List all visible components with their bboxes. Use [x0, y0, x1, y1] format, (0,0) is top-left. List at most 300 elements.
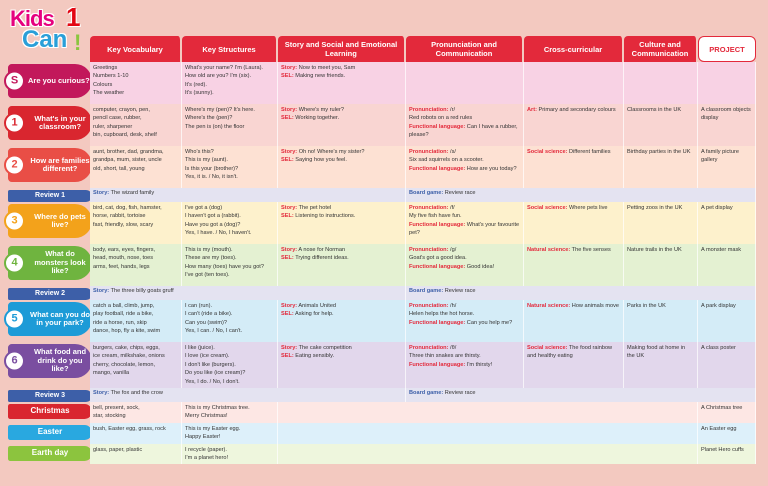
- cross-curricular-cell-text: Primary and secondary colours: [536, 107, 616, 113]
- header-culture: Culture and Communication: [624, 36, 698, 62]
- structures-cell-line: I've got (ten toes).: [185, 272, 230, 279]
- unit-title-u4: [8, 246, 90, 280]
- pronunciation-cell-entry: [409, 310, 520, 318]
- pronunciation-cell-text: /f/: [448, 205, 455, 211]
- review-story-cell: [90, 188, 406, 202]
- pronunciation-cell-entry: [409, 352, 520, 360]
- story-cell-entry: [281, 204, 402, 212]
- review-label: Review 1: [8, 190, 90, 202]
- structures-cell-line: I can (run).: [185, 303, 213, 309]
- structures-cell-line: I can't (ride a bike).: [185, 311, 233, 318]
- cross-curricular-cell-heading: Art:: [527, 107, 537, 113]
- structures-cell: [182, 402, 278, 423]
- unit-question: Are you curious?: [28, 75, 90, 85]
- pronunciation-cell: [406, 104, 524, 146]
- project-cell-line: A class poster: [701, 345, 736, 351]
- vocab-cell-line: play football, ride a bike,: [93, 311, 154, 318]
- pronunciation-cell-entry: [409, 156, 520, 164]
- story-cell-entry: [281, 310, 402, 318]
- cross-curricular-cell-heading: Social science:: [527, 205, 568, 211]
- project-cell-line: A pet display: [701, 205, 733, 211]
- structures-cell-line: I don't like (burgers).: [185, 361, 236, 368]
- culture-cell: [624, 146, 698, 188]
- story-cell: [278, 104, 406, 146]
- season-label: Christmas: [8, 404, 90, 419]
- unit-label-cell: [4, 62, 90, 104]
- header-pronunciation: Pronunciation and Communication: [406, 36, 524, 62]
- vocab-cell: [90, 444, 182, 465]
- unit-label-cell: [4, 342, 90, 388]
- season-label-cell: [4, 402, 90, 423]
- pronunciation-cell-heading: Functional language:: [409, 319, 466, 326]
- project-cell: [698, 62, 756, 104]
- culture-cell: [624, 342, 698, 388]
- review-label-cell: [4, 286, 90, 300]
- story-cell-text: Where's my ruler?: [297, 107, 344, 113]
- vocab-cell-line: body, ears, eyes, fingers,: [93, 247, 156, 253]
- project-cell: [698, 300, 756, 342]
- culture-cell-line: Birthday parties in the UK: [627, 149, 691, 155]
- pronunciation-cell-text: Six sad squirrels on a scooter.: [409, 157, 484, 164]
- story-cell-heading: SEL:: [281, 311, 294, 318]
- story-cell-heading: Story:: [281, 247, 298, 253]
- review-boardgame-heading: Board game:: [409, 288, 444, 294]
- story-cell: [278, 300, 406, 342]
- story-cell-text: Eating sensibly.: [293, 353, 335, 360]
- structures-cell-line: I haven't got a (rabbit).: [185, 213, 241, 220]
- review-label-cell: [4, 388, 90, 402]
- pronunciation-cell-entry: [409, 148, 520, 156]
- pronunciation-cell-heading: Pronunciation:: [409, 345, 449, 351]
- cross-curricular-cell-text: The food rainbow and healthy eating: [527, 345, 613, 360]
- cross-curricular-cell-text: Where pets live: [567, 205, 608, 211]
- structures-cell-line: Who's this?: [185, 149, 214, 155]
- pronunciation-cell-heading: Pronunciation:: [409, 149, 449, 155]
- project-cell: [698, 244, 756, 286]
- structures-cell-line: It's (sunny).: [185, 90, 214, 97]
- header-cross-curricular: Cross-curricular: [524, 36, 624, 62]
- story-cell: [278, 244, 406, 286]
- pronunciation-cell-text: Red robots on a red rules: [409, 115, 473, 122]
- season-label: Easter: [8, 425, 90, 440]
- unit-title-u2: [8, 148, 90, 182]
- story-cell-entry: [281, 148, 402, 156]
- vocab-cell-line: ride a horse, run, skip: [93, 319, 147, 326]
- story-cell: [278, 342, 406, 388]
- review-story-heading: Story:: [93, 288, 110, 294]
- structures-cell-line: This is my (aunt).: [185, 157, 228, 164]
- pronunciation-cell-text: Three thin snakes are thirsty.: [409, 353, 481, 360]
- vocab-cell-line: Numbers 1-10: [93, 73, 129, 80]
- cross-curricular-cell: [524, 244, 624, 286]
- unit-row-starter: [4, 62, 756, 104]
- story-cell-entry: [281, 64, 402, 72]
- culture-cell-line: Petting zoos in the UK: [627, 205, 683, 211]
- unit-label-cell: [4, 244, 90, 286]
- vocab-cell-line: grandpa, mum, sister, uncle: [93, 157, 162, 164]
- vocab-cell-line: catch a ball, climb, jump,: [93, 303, 155, 309]
- structures-cell-line: Is this your (brother)?: [185, 165, 239, 172]
- pronunciation-cell-text: My five fish have fun.: [409, 213, 462, 220]
- cross-curricular-cell-text: Different families: [567, 149, 611, 155]
- structures-cell: [182, 444, 278, 465]
- pronunciation-cell-entry: [409, 204, 520, 212]
- culture-cell: [624, 104, 698, 146]
- pronunciation-cell-heading: Functional language:: [409, 165, 466, 172]
- structures-cell-line: This is my Easter egg.: [185, 425, 241, 432]
- story-cell-heading: Story:: [281, 303, 298, 309]
- unit-label-cell: [4, 300, 90, 342]
- project-cell-line: Planet Hero cuffs: [701, 446, 744, 453]
- header-story-sel: Story and Social and Emotional Learning: [278, 36, 406, 62]
- story-cell-heading: Story:: [281, 149, 298, 155]
- review-story-heading: Story:: [93, 390, 110, 397]
- structures-cell-line: I'm a planet hero!: [185, 455, 229, 462]
- story-cell-entry: [281, 344, 402, 352]
- cross-curricular-cell-text: The five senses: [570, 247, 611, 253]
- pronunciation-cell-text: /g/: [448, 247, 457, 253]
- unit-question: What's in your classroom?: [34, 113, 86, 131]
- review-boardgame-heading: Board game:: [409, 390, 444, 397]
- pronunciation-cell-text: How are you today?: [465, 165, 517, 172]
- pronunciation-cell-text: /r/: [448, 107, 455, 113]
- vocab-cell-line: aunt, brother, dad, grandma,: [93, 149, 164, 155]
- vocab-cell-line: The weather: [93, 90, 125, 97]
- pronunciation-cell-entry: [409, 254, 520, 262]
- review-label: Review 3: [8, 390, 90, 402]
- vocab-cell-line: bin, cupboard, desk, shelf: [93, 132, 157, 139]
- story-cell-entry: [281, 106, 402, 114]
- story-cell: [278, 62, 406, 104]
- cross-curricular-cell: [524, 342, 624, 388]
- project-cell-line: A family picture gallery: [701, 149, 739, 164]
- story-cell-heading: SEL:: [281, 213, 294, 220]
- structures-cell-line: Do you like (ice cream)?: [185, 370, 246, 377]
- review-label: Review 2: [8, 288, 90, 300]
- pronunciation-cell: [406, 202, 524, 244]
- cross-curricular-cell-entry: [527, 148, 620, 156]
- pronunciation-cell-heading: Pronunciation:: [409, 247, 449, 253]
- review-story-text: The three billy goats gruff: [110, 288, 174, 294]
- pronunciation-cell-entry: [409, 263, 520, 271]
- story-cell-text: Now to meet you, Sam: [297, 65, 356, 71]
- vocab-cell-line: mango, vanilla: [93, 370, 130, 377]
- unit-label-cell: [4, 146, 90, 188]
- cross-curricular-cell-heading: Social science:: [527, 345, 568, 351]
- structures-cell-line: How old are you? I'm (six).: [185, 73, 252, 80]
- vocab-cell-line: cherry, chocolate, lemon,: [93, 361, 156, 368]
- pronunciation-cell-text: What's your favourite pet?: [409, 221, 520, 237]
- pronunciation-cell-text: Can I have a rubber, please?: [409, 123, 518, 139]
- structures-cell-line: I recycle (paper).: [185, 446, 227, 453]
- review-story-heading: Story:: [93, 190, 110, 196]
- project-cell: [698, 146, 756, 188]
- vocab-cell: [90, 423, 182, 444]
- project-cell: [698, 342, 756, 388]
- pronunciation-cell: [406, 300, 524, 342]
- pronunciation-cell-entry: [409, 344, 520, 352]
- structures-cell-line: It's (red).: [185, 81, 207, 88]
- structures-cell-line: How many (toes) have you got?: [185, 263, 264, 270]
- review-row: [4, 286, 756, 300]
- structures-cell: [182, 244, 278, 286]
- unit-number-badge: 4: [4, 253, 25, 274]
- unit-row-u4: [4, 244, 756, 286]
- syllabus-table: [4, 36, 756, 464]
- story-cell-entry: [281, 302, 402, 310]
- vocab-cell-line: Greetings: [93, 65, 118, 71]
- cross-curricular-cell-entry: [527, 106, 620, 114]
- season-empty-cell: [278, 423, 698, 444]
- season-row-easter: [4, 423, 756, 444]
- structures-cell-line: I've got a (dog): [185, 205, 223, 211]
- culture-cell: [624, 202, 698, 244]
- story-cell-heading: Story:: [281, 345, 298, 351]
- review-boardgame-text: Review race: [444, 288, 476, 294]
- project-cell: [698, 402, 756, 423]
- structures-cell-line: Yes, I do. / No, I don't.: [185, 378, 240, 385]
- structures-cell-line: Yes, I have. / No, I haven't.: [185, 230, 252, 237]
- vocab-cell-line: ruler, sharpener: [93, 123, 133, 130]
- unit-row-u3: [4, 202, 756, 244]
- story-cell: [278, 202, 406, 244]
- pronunciation-cell-entry: [409, 123, 520, 140]
- structures-cell-line: Merry Christmas!: [185, 413, 228, 420]
- cross-curricular-cell-text: How animals move: [570, 303, 620, 309]
- project-cell-line: A classroom objects display: [701, 107, 751, 122]
- vocab-cell: [90, 244, 182, 286]
- pronunciation-cell-heading: Pronunciation:: [409, 205, 449, 211]
- story-cell-heading: Story:: [281, 65, 298, 71]
- pronunciation-cell: [406, 146, 524, 188]
- story-cell-text: Listening to instructions.: [293, 213, 356, 220]
- pronunciation-cell-heading: Functional language:: [409, 221, 466, 228]
- cross-curricular-cell: [524, 146, 624, 188]
- cross-curricular-cell-heading: Natural science:: [527, 247, 571, 253]
- unit-row-u6: [4, 342, 756, 388]
- vocab-cell-line: bell, present, sock,: [93, 405, 140, 412]
- story-cell-entry: [281, 212, 402, 220]
- review-boardgame-text: Review race: [444, 190, 476, 196]
- vocab-cell-line: bird, cat, dog, fish, hamster,: [93, 205, 162, 211]
- structures-cell-line: Yes, I can. / No, I can't.: [185, 328, 243, 335]
- season-empty-cell: [278, 402, 698, 423]
- unit-label-cell: [4, 104, 90, 146]
- vocab-cell-line: burgers, cake, chips, eggs,: [93, 345, 160, 351]
- vocab-cell-line: head, mouth, nose, toes: [93, 255, 154, 262]
- pronunciation-cell-heading: Functional language:: [409, 361, 466, 368]
- vocab-cell-line: computer, crayon, pen,: [93, 107, 150, 113]
- pronunciation-cell-entry: [409, 221, 520, 238]
- vocab-cell-line: bush, Easter egg, grass, rock: [93, 425, 166, 432]
- cross-curricular-cell-entry: [527, 246, 620, 254]
- pronunciation-cell-text: Goat's got a good idea.: [409, 255, 467, 262]
- cross-curricular-cell-heading: Natural science:: [527, 303, 571, 309]
- vocab-cell-line: horse, rabbit, tortoise: [93, 213, 146, 220]
- pronunciation-cell-entry: [409, 302, 520, 310]
- review-story-cell: [90, 286, 406, 300]
- pronunciation-cell-text: I'm thirsty!: [465, 361, 493, 368]
- review-label-cell: [4, 188, 90, 202]
- cross-curricular-cell-entry: [527, 302, 620, 310]
- unit-title-u3: [8, 204, 90, 238]
- story-cell-entry: [281, 246, 402, 254]
- story-cell: [278, 146, 406, 188]
- vocab-cell-line: dance, hop, fly a kite, swim: [93, 328, 161, 335]
- unit-question: What do monsters look like?: [34, 249, 86, 276]
- project-cell-line: A Christmas tree: [701, 405, 743, 412]
- unit-number-badge: 1: [4, 113, 25, 134]
- season-row-earth: [4, 444, 756, 465]
- season-label-cell: [4, 444, 90, 465]
- unit-title-u6: [8, 344, 90, 378]
- pronunciation-cell-entry: [409, 212, 520, 220]
- story-cell-entry: [281, 352, 402, 360]
- structures-cell-line: The pen is (on) the floor: [185, 123, 245, 130]
- logo-kids-text: Kids: [10, 6, 54, 31]
- story-cell-text: Saying how you feel.: [293, 157, 347, 164]
- project-cell-line: A park display: [701, 303, 736, 309]
- pronunciation-cell-entry: [409, 165, 520, 173]
- story-cell-text: The pet hotel: [297, 205, 332, 211]
- story-cell-heading: SEL:: [281, 73, 294, 80]
- structures-cell: [182, 202, 278, 244]
- review-story-text: The fox and the crow: [110, 390, 163, 397]
- pronunciation-cell-entry: [409, 114, 520, 122]
- header-key-vocabulary: Key Vocabulary: [90, 36, 182, 62]
- season-row-christmas: [4, 402, 756, 423]
- logo-level-number: 1: [66, 2, 81, 32]
- story-cell-text: Trying different ideas.: [293, 255, 349, 262]
- story-cell-text: Asking for help.: [293, 311, 334, 318]
- unit-title-u5: [8, 302, 90, 336]
- season-label: Earth day: [8, 446, 90, 461]
- structures-cell-line: Yes, it is. / No, it isn't.: [185, 174, 238, 181]
- pronunciation-cell-heading: Functional language:: [409, 123, 466, 130]
- unit-number-badge: 3: [4, 211, 25, 232]
- cross-curricular-cell: [524, 300, 624, 342]
- pronunciation-cell-text: Good idea!: [465, 263, 495, 270]
- review-boardgame-cell: [406, 286, 756, 300]
- story-cell-heading: SEL:: [281, 353, 294, 360]
- pronunciation-cell-entry: [409, 106, 520, 114]
- header-row: [4, 36, 756, 62]
- pronunciation-cell-entry: [409, 246, 520, 254]
- vocab-cell-line: Colours: [93, 81, 113, 88]
- unit-title-u1: [8, 106, 90, 140]
- header-key-structures: Key Structures: [182, 36, 278, 62]
- logo-exclamation: !: [74, 30, 82, 55]
- story-cell-text: Working together.: [293, 115, 340, 122]
- unit-question: What food and drink do you like?: [33, 347, 87, 374]
- pronunciation-cell-text: Helen helps the hot horse.: [409, 311, 475, 318]
- story-cell-text: A nose for Norman: [297, 247, 346, 253]
- pronunciation-cell-heading: Pronunciation:: [409, 303, 449, 309]
- pronunciation-cell-text: Can you help me?: [465, 319, 513, 326]
- header-project: PROJECT: [698, 36, 756, 62]
- pronunciation-cell-heading: Functional language:: [409, 263, 466, 270]
- vocab-cell-line: glass, paper, plastic: [93, 446, 143, 453]
- syllabus-body: [4, 62, 756, 464]
- structures-cell-line: What's your name? I'm (Laura).: [185, 65, 263, 71]
- cross-curricular-cell-entry: [527, 204, 620, 212]
- vocab-cell-line: old, short, tall, young: [93, 165, 145, 172]
- structures-cell: [182, 104, 278, 146]
- pronunciation-cell-entry: [409, 361, 520, 369]
- unit-question: What can you do in your park?: [30, 309, 90, 327]
- pronunciation-cell: [406, 244, 524, 286]
- header-blank: [4, 36, 90, 62]
- culture-cell: [624, 244, 698, 286]
- cross-curricular-cell-entry: [527, 344, 620, 361]
- story-cell-entry: [281, 254, 402, 262]
- project-cell: [698, 423, 756, 444]
- vocab-cell: [90, 146, 182, 188]
- structures-cell: [182, 342, 278, 388]
- story-cell-heading: Story:: [281, 205, 298, 211]
- pronunciation-cell-text: /h/: [448, 303, 457, 309]
- structures-cell-line: Have you got a (dog)?: [185, 221, 241, 228]
- structures-cell: [182, 62, 278, 104]
- culture-cell-line: Making food at home in the UK: [627, 345, 686, 360]
- logo-can-text: Can: [22, 26, 68, 53]
- pronunciation-cell-text: /s/: [448, 149, 456, 155]
- culture-cell-line: Nature trails in the UK: [627, 247, 682, 253]
- cross-curricular-cell-heading: Social science:: [527, 149, 568, 155]
- project-cell: [698, 202, 756, 244]
- review-story-cell: [90, 388, 406, 402]
- pronunciation-cell-entry: [409, 319, 520, 327]
- story-cell-text: The cake competition: [297, 345, 352, 351]
- unit-row-u1: [4, 104, 756, 146]
- structures-cell-line: Can you (swim)?: [185, 319, 227, 326]
- structures-cell-line: I love (ice cream).: [185, 353, 230, 360]
- review-boardgame-heading: Board game:: [409, 190, 444, 196]
- culture-cell: [624, 300, 698, 342]
- review-boardgame-text: Review race: [444, 390, 476, 397]
- vocab-cell: [90, 202, 182, 244]
- review-row: [4, 188, 756, 202]
- story-cell-entry: [281, 156, 402, 164]
- story-cell-heading: Story:: [281, 107, 298, 113]
- vocab-cell-line: star, stocking: [93, 413, 126, 420]
- vocab-cell-line: fast, friendly, slow, scary: [93, 221, 154, 228]
- project-cell: [698, 104, 756, 146]
- vocab-cell: [90, 402, 182, 423]
- review-boardgame-cell: [406, 188, 756, 202]
- structures-cell-line: Happy Easter!: [185, 434, 221, 441]
- project-cell-line: A monster mask: [701, 247, 742, 253]
- story-cell-entry: [281, 72, 402, 80]
- unit-title-starter: [8, 64, 90, 98]
- unit-question: Where do pets live?: [34, 211, 86, 229]
- cross-curricular-cell: [524, 62, 624, 104]
- cross-curricular-cell: [524, 202, 624, 244]
- structures-cell-line: These are my (toes).: [185, 255, 237, 262]
- vocab-cell: [90, 342, 182, 388]
- unit-label-cell: [4, 202, 90, 244]
- structures-cell-line: This is my Christmas tree.: [185, 405, 250, 412]
- unit-question: How are families different?: [30, 155, 90, 173]
- story-cell-entry: [281, 114, 402, 122]
- pronunciation-cell: [406, 62, 524, 104]
- pronunciation-cell-text: /θ/: [448, 345, 457, 351]
- pronunciation-cell: [406, 342, 524, 388]
- structures-cell: [182, 300, 278, 342]
- structures-cell-line: I like (juice).: [185, 345, 215, 351]
- project-cell-line: An Easter egg: [701, 425, 737, 432]
- unit-number-badge: S: [4, 71, 25, 92]
